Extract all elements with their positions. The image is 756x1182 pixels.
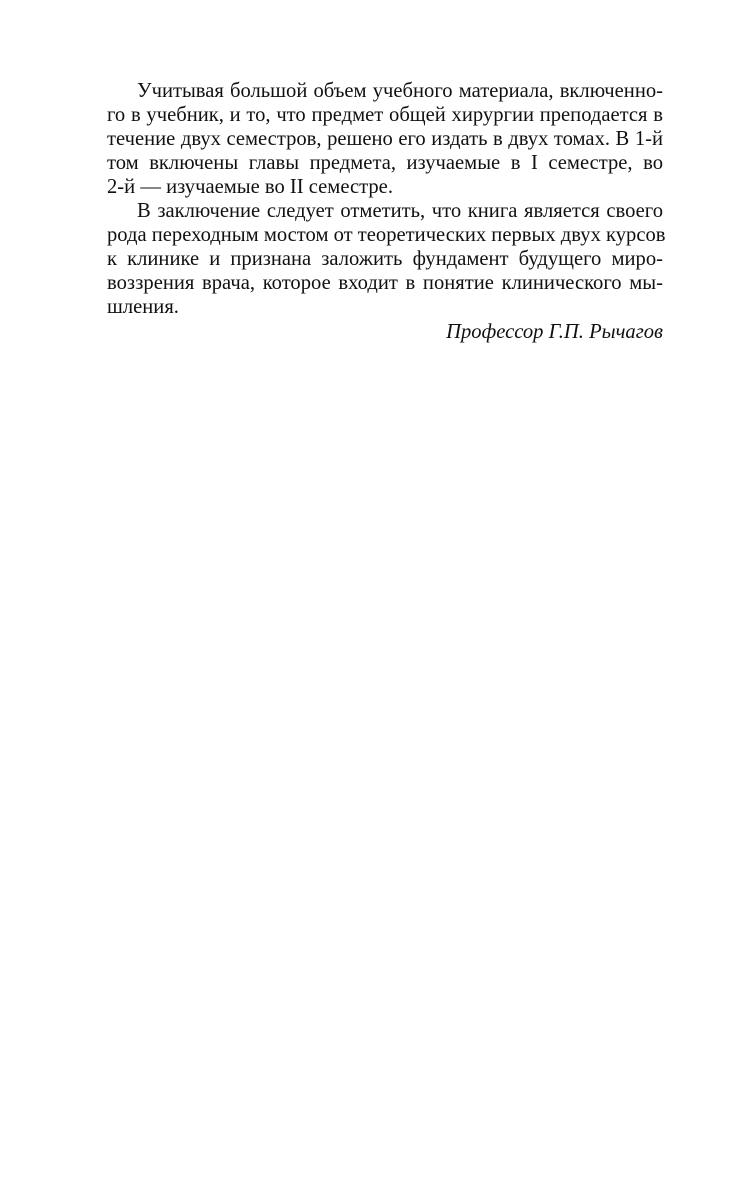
text-line: течение двух семестров, решено его издать в двух томах. В 1-й xyxy=(107,128,663,150)
text-line: к клинике и признана заложить фундамент будущего миро- xyxy=(107,248,663,270)
text-line: воззрения врача, которое входит в понятие клинического мы- xyxy=(107,272,663,294)
author-signature: Профессор Г.П. Рычагов xyxy=(446,321,663,343)
text-line: го в учебник, и то, что предмет общей хирургии преподается в xyxy=(107,104,663,126)
text-line: Учитывая большой объем учебного материала, включенно- xyxy=(137,80,663,102)
text-line: В заключение следует отметить, что книга является своего xyxy=(137,200,663,222)
text-line: рода переходным мостом от теоретических первых двух курсов xyxy=(107,224,666,246)
text-line: 2-й — изучаемые во II семестре. xyxy=(107,176,393,198)
text-line: шления. xyxy=(107,296,179,318)
body-text xyxy=(77,79,666,344)
paragraph-2 xyxy=(77,199,666,319)
text-line: том включены главы предмета, изучаемые в I семестре, во xyxy=(107,152,663,174)
paragraph-1 xyxy=(77,79,663,199)
